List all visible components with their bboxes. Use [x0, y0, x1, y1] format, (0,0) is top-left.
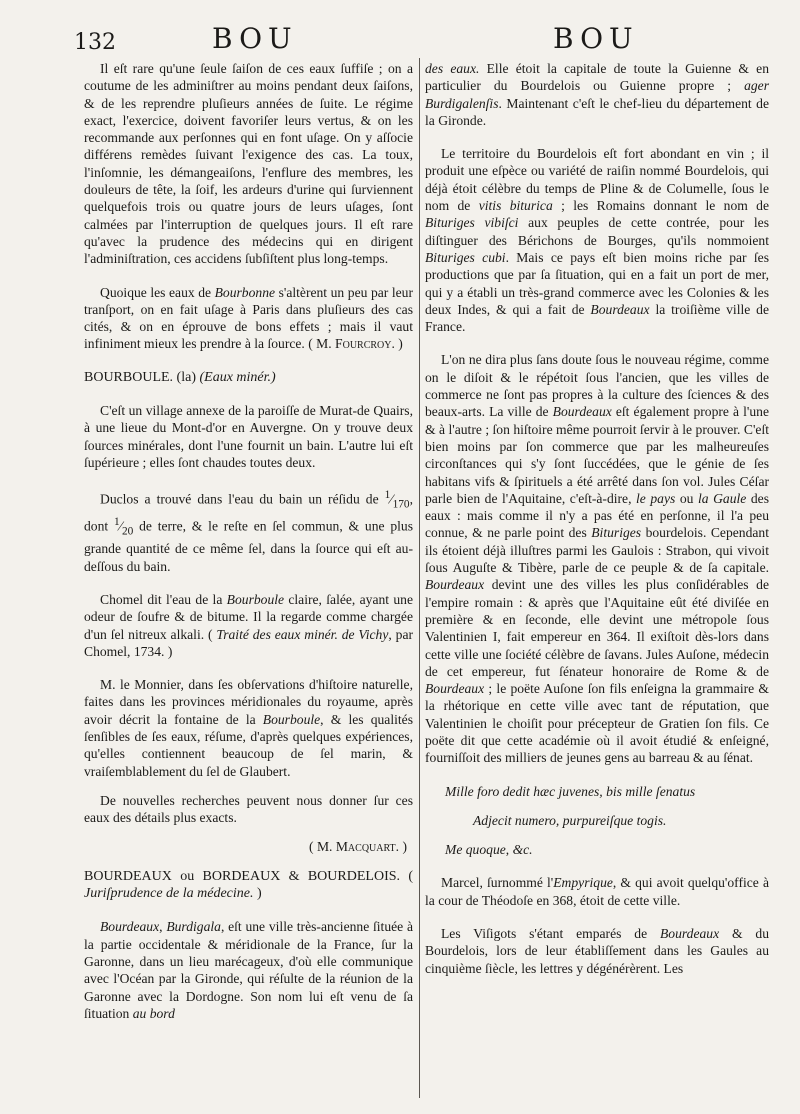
paragraph: C'eſt un village annexe de la paroiſſe de Murat-de Quairs, à une lieue du Mont-d'or en Auvergne. On y trouve deux ſources minérales, dont l'une fournit un bain. L'autre lui eſt ſupérieure ; elles ſont chaudes toutes deux.: [84, 403, 413, 470]
running-head-right: BOU: [553, 22, 639, 55]
paragraph-spacer: [84, 575, 413, 591]
verse-line: Mille foro dedit hæc juvenes, bis mille ſenatus: [445, 783, 696, 799]
article-heading: BOURDEAUX ou BORDEAUX & BOURDELOIS. ( Juriſprudence de la médecine. ): [84, 868, 413, 902]
paragraph-spacer: [425, 335, 769, 351]
paragraph-spacer: [84, 856, 413, 868]
paragraph: Les Viſigots s'étant emparés de Bourdeaux & du Bourdelois, lors de leur établiſſement dans les Gaules au cinquième ſiècle, les lettres y dégénérèrent. Les: [425, 926, 770, 976]
paragraph: Bourdeaux, Burdigala, eſt une ville très-ancienne ſituée à la partie occidentale & méridionale de la France, ſur la Garonne, dans un lieu marécageux, d'où elle communique avec l'Océan par la Gironde, qui réſulte de la réunion de la Garonne avec la Dordogne. Son nom lui eſt venu de ſa ſituation au bord: [84, 919, 413, 1021]
running-head-left: BOU: [212, 22, 298, 55]
left-column: [84, 60, 413, 1022]
paragraph: M. le Monnier, dans ſes obſervations d'hiſtoire naturelle, faites dans les provinces méridionales du royaume, après avoir décrit la fontaine de la Bourboule, & les qualités ſenſibles de ſes eaux, réſume, d'après quelques expériences, qu'elles contiennent beaucoup de ſel marin, & vraiſemblablement du ſel de Glaubert.: [84, 677, 413, 779]
paragraph-spacer: [425, 767, 769, 783]
page-number: 132: [74, 30, 116, 55]
paragraph-spacer: [84, 471, 413, 487]
verse-line: Me quoque, &c.: [445, 842, 533, 858]
paragraph-spacer: [425, 800, 769, 812]
paragraph: Quoique les eaux de Bourbonne s'altèrent un peu par leur tranſport, on en fait uſage à Paris dans pluſieurs des cas cités, & on en éprouve de bons effets ; mais il vaut infiniment mieux les prendre à la ſource. ( M. Fourcroy. ): [84, 284, 413, 352]
paragraph-spacer: [84, 660, 413, 676]
paragraph: Duclos a trouvé dans l'eau du bain un réſidu de $^1⁄_{170}$, dont $^1⁄_{20}$ de terre, & le reſte en ſel commun, & une plus grande quantité de ce même ſel, dans la ſource qui eſt au-deſſous du bain.: [84, 489, 413, 574]
paragraph-spacer: [84, 902, 413, 918]
paragraph-spacer: [84, 353, 413, 369]
column-rule: [419, 58, 420, 1098]
verse-line: Adjecit numero, purpureiſque togis.: [473, 812, 667, 828]
paragraph: des eaux. Elle étoit la capitale de toute la Guienne & en particulier du Bourdelois ou Guienne propre ; ager Burdigalenſis. Maintenant c'eſt le chef-lieu du département de la Gironde.: [425, 61, 769, 128]
paragraph-spacer: [425, 909, 769, 925]
paragraph: Chomel dit l'eau de la Bourboule claire, ſalée, ayant une odeur de ſoufre & de bitume. Il la regarde comme chargée d'un ſel nitreux alkali. ( Traité des eaux minér. de Vichy, par Chomel, 1734. ): [84, 591, 413, 659]
paragraph: Il eſt rare qu'une ſeule ſaiſon de ces eaux ſuffiſe ; on a coutume de les adminiſtrer au moins pendant deux ſaiſons, & de les reprendre pluſieurs années de ſuite. Le régime exact, l'exercice, doivent favoriſer leurs vertus, & on les recommande aux perſonnes qui en font uſage. On y aſſocie différens remèdes ſuivant l'exigence des cas. La toux, l'inſomnie, les démangeaiſons, l'enflure des membres, les douleurs de tête, la ſoif, les ardeurs d'urine qui ſurviennent quelquefois trois ou quatre jours de leurs uſages, ſont calmées par l'interruption de quelques jours. Il eſt rare qu'avec la prudence des médecins qui en dirigent l'adminiſtration, ces accidens ſubſiſtent plus long-temps.: [84, 61, 413, 267]
paragraph-spacer: [84, 268, 413, 284]
paragraph-spacer: [84, 826, 413, 838]
paragraph: De nouvelles recherches peuvent nous donner ſur ces eaux des détails plus exacts.: [84, 792, 413, 826]
paragraph: Le territoire du Bourdelois eſt fort abondant en vin ; il produit une eſpèce ou variété de raiſin nommé Bourdelois, qui déjà étoit célèbre du temps de Pline & de Columelle, ſous le nom de vitis biturica ; les Romains donnant le nom de Bituriges vibiſci aux peuples de cette contrée, pour les diſtinguer des Bérichons de Bourges, qu'ils nommoient Bituriges cubi. Mais ce pays eſt bien moins riche par ſes productions que par ſa ſituation, qui en a fait un port de mer, qui y a établi un très-grand commerce avec les Colonies & les deux Indes, & qui a fait de Bourdeaux la troiſième ville de France.: [425, 146, 770, 335]
paragraph-spacer: [425, 858, 769, 874]
author-signature: ( M. Macquart. ): [309, 839, 407, 855]
paragraph-spacer: [84, 780, 413, 792]
paragraph-spacer: [84, 386, 413, 402]
paragraph: Marcel, ſurnommé l'Empyrique, & qui avoit quelqu'office à la cour de Théodoſe en 368, étoit de cette ville.: [425, 875, 769, 908]
paragraph: L'on ne dira plus ſans doute ſous le nouveau régime, comme on le diſoit & le répétoit ſous l'ancien, que les villes de commerce ne ſont pas propres à la culture des ſciences & des beaux-arts. La ville de Bourdeaux eſt également propre à l'une & à l'autre ; ſon hiſtoire même pourroit ſervir à le prouver. C'eſt bien moins par ſon commerce que par les malheureuſes circonſtances qui s'y ſont ſuccédées, que le génie de ſes habitans vifs & ſpirituels a été arrêté dans ſon vol. Jules Céſar parle bien de l'Aquitaine, c'eſt-à-dire, le pays ou la Gaule des eaux : mais comme il n'y a pas été en perſonne, il l'a peu connue, & ne parle point des Bituriges bourdelois. Cependant ils étoient déjà illuſtres parmi les Gaulois : Strabon, qui vivoit ſous Auguſte & Tibère, parle de ce peuple & de ſa capitale. Bourdeaux devint une des villes les plus conſidérables de l'empire romain : & après que l'Aquitaine eût été diviſée en première & en ſeconde, elle devint une métropole ſous Valentinien I, fait empereur en 364. Il exiſtoit dès-lors dans cette ville une ſociété célèbre de ſavans. Jules Auſone, médecin de cet empereur, fut ſénateur honoraire de Rome & de Bourdeaux ; le poëte Auſone ſon fils enſeigna la grammaire & la rhétorique en cette ville avec tant de réputation, que Valentinien le choiſit pour précepteur de Gratien ſon fils. Ce poëte dit que cette académie où il avoit étudié & enſeigné, fourniſſoit des milliers de jeunes gens au barreau & au ſénat.: [425, 352, 769, 766]
article-heading: BOURBOULE. (la) (Eaux minér.): [84, 369, 276, 385]
paragraph-spacer: [425, 829, 769, 841]
right-column: [425, 60, 769, 977]
paragraph-spacer: [425, 129, 769, 145]
